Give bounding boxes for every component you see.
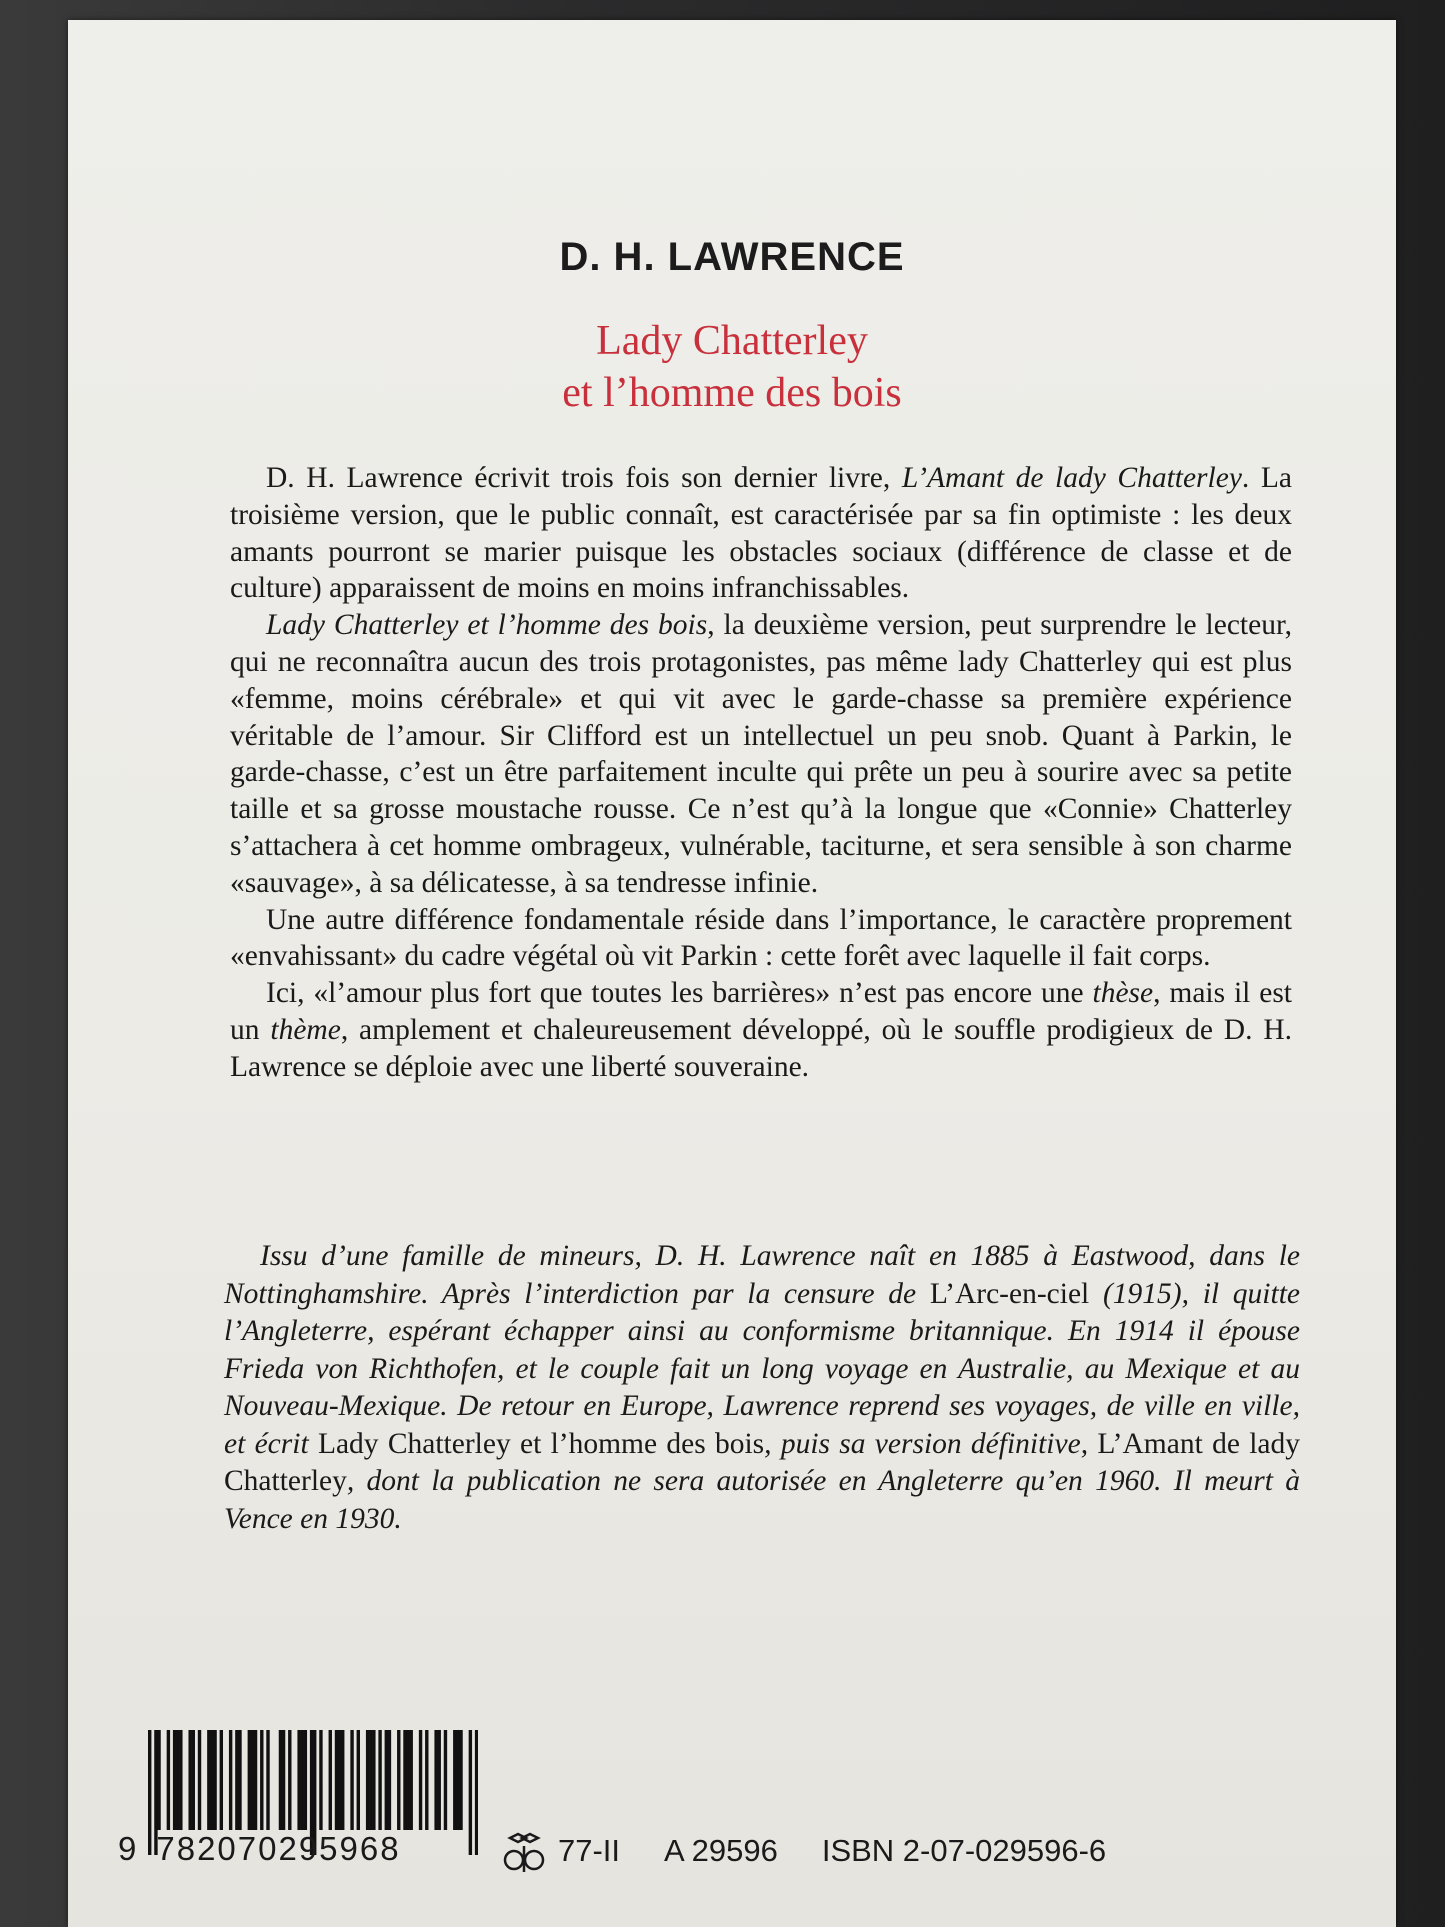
series-code: 77-II: [558, 1833, 621, 1868]
barcode-first-digit: 9: [118, 1830, 139, 1867]
barcode-bar: [198, 1730, 201, 1830]
author-biography: [224, 1238, 1300, 1538]
barcode-bar: [176, 1730, 179, 1830]
book-title-line-1: Lady Chatterley: [596, 318, 868, 364]
barcode-bar: [350, 1730, 353, 1830]
barcode-bar: [251, 1730, 254, 1830]
barcode-bar: [297, 1730, 300, 1830]
biography-paragraph: Issu d’une famille de mineurs, D. H. Lawrence naît en 1885 à Eastwood, dans le Nottinghamshire. Après l’interdiction par la censure de L’Arc-en-ciel (1915), il quitte l’Angleterre, espérant échapper ainsi au conformisme britannique. En 1914 il épouse Frieda von Richthofen, et le couple fait un long voyage en Australie, au Mexique et au Nouveau-Mexique. De retour en Europe, Lawrence reprend ses voyages, de ville en ville, et écrit Lady Chatterley et l’homme des bois, puis sa version définitive, L’Amant de lady Chatterley, dont la publication ne sera autorisée en Angleterre qu’en 1960. Il meurt à Vence en 1930.: [224, 1240, 1300, 1535]
barcode-bar: [366, 1730, 369, 1830]
barcode-bar: [469, 1730, 472, 1855]
barcode-bar: [385, 1730, 388, 1830]
isbn: ISBN 2-07-029596-6: [821, 1833, 1107, 1868]
barcode-bar: [475, 1730, 478, 1855]
barcode-bar: [378, 1730, 381, 1830]
barcode-bar: [238, 1730, 241, 1830]
barcode-bar: [192, 1730, 195, 1830]
barcode-bar: [403, 1730, 406, 1830]
barcode-bar: [173, 1730, 176, 1830]
barcode-bar: [167, 1730, 170, 1830]
barcode-bar: [188, 1730, 191, 1830]
publisher-logo-icon: [500, 1832, 548, 1876]
barcode-bar: [397, 1730, 400, 1830]
barcode-bar: [335, 1730, 338, 1830]
barcode-bar: [410, 1730, 413, 1830]
reference-number: A 29596: [664, 1833, 778, 1868]
barcode-bar: [341, 1730, 344, 1830]
author-name: D. H. LAWRENCE: [559, 235, 905, 279]
barcode-bar: [254, 1730, 257, 1830]
barcode-bar: [210, 1730, 213, 1830]
barcode-bar: [304, 1730, 307, 1830]
barcode-bar: [229, 1730, 232, 1830]
barcode-bar: [282, 1730, 285, 1830]
catalog-codes: [558, 1833, 1106, 1869]
barcode-bar: [388, 1730, 391, 1830]
barcode-number: [118, 1830, 401, 1868]
barcode-bar: [456, 1730, 459, 1830]
barcode-bar: [453, 1730, 456, 1830]
barcode-bar: [372, 1730, 375, 1830]
book-title: [68, 315, 1396, 419]
barcode-bar: [220, 1730, 223, 1830]
barcode-bar: [279, 1730, 282, 1830]
barcode-bar: [338, 1730, 341, 1830]
barcode-bar: [235, 1730, 238, 1830]
barcode-bar: [157, 1730, 160, 1830]
barcode-bar: [419, 1730, 422, 1830]
book-back-cover: [68, 20, 1396, 1927]
description-paragraph: Une autre différence fondamentale réside dans l’importance, le caractère proprement «envahissant» du cadre végétal où vit Parkin : cette forêt avec laquelle il fait corps.: [230, 903, 1292, 973]
barcode-bar: [213, 1730, 216, 1830]
barcode-bar: [444, 1730, 447, 1830]
description-paragraph: Ici, «l’amour plus fort que toutes les barrières» n’est pas encore une thèse, mais il est un thème, amplement et chaleureusement développé, où le souffle prodigieux de D. H. Lawrence se déploie avec une liberté souveraine.: [230, 977, 1293, 1083]
barcode-bar: [425, 1730, 428, 1830]
barcode-bar: [179, 1730, 182, 1830]
barcode-bar: [260, 1730, 263, 1830]
barcode-bar: [301, 1730, 304, 1830]
description-paragraph: Lady Chatterley et l’homme des bois, la deuxième version, peut surprendre le lecteur, qui ne reconnaîtra aucun des trois protagonistes, pas même lady Chatterley qui est plus «femme, moins cérébrale» et qui vit avec le garde-chasse sa première expérience véritable de l’amour. Sir Clifford est un intellectuel un peu snob. Quant à Parkin, le garde-chasse, c’est un être parfaitement inculte qui prête un peu à sourire avec sa petite taille et sa grosse moustache rousse. Ce n’est qu’à la longue que «Connie» Chatterley s’attachera à cet homme ombrageux, vulnérable, taciturne, et sera sensible à son charme «sauvage», à sa délicatesse, à sa tendresse infinie.: [230, 609, 1292, 899]
barcode-bar: [266, 1730, 269, 1830]
book-title-line-2: et l’homme des bois: [562, 370, 902, 416]
barcode-bar: [357, 1730, 360, 1830]
barcode-bar: [288, 1730, 291, 1830]
barcode-bar: [438, 1730, 441, 1830]
barcode-bar: [319, 1730, 322, 1830]
description-paragraph: D. H. Lawrence écrivit trois fois son dernier livre, L’Amant de lady Chatterley. La troisième version, que le public connaît, est caractérisée par sa fin optimiste : les deux amants pourront se marier puisque les obstacles sociaux (différence de classe et de culture) apparaissent de moins en moins infranchissables.: [230, 462, 1292, 605]
barcode-bar: [207, 1730, 210, 1830]
barcode-bar: [459, 1730, 462, 1830]
barcode-bar: [406, 1730, 409, 1830]
barcode-bar: [369, 1730, 372, 1830]
barcode-bar: [434, 1730, 437, 1830]
book-description: [230, 460, 1292, 1086]
barcode-digits: 782070295968: [156, 1830, 401, 1867]
barcode-bar: [329, 1730, 332, 1830]
barcode-bar: [248, 1730, 251, 1830]
